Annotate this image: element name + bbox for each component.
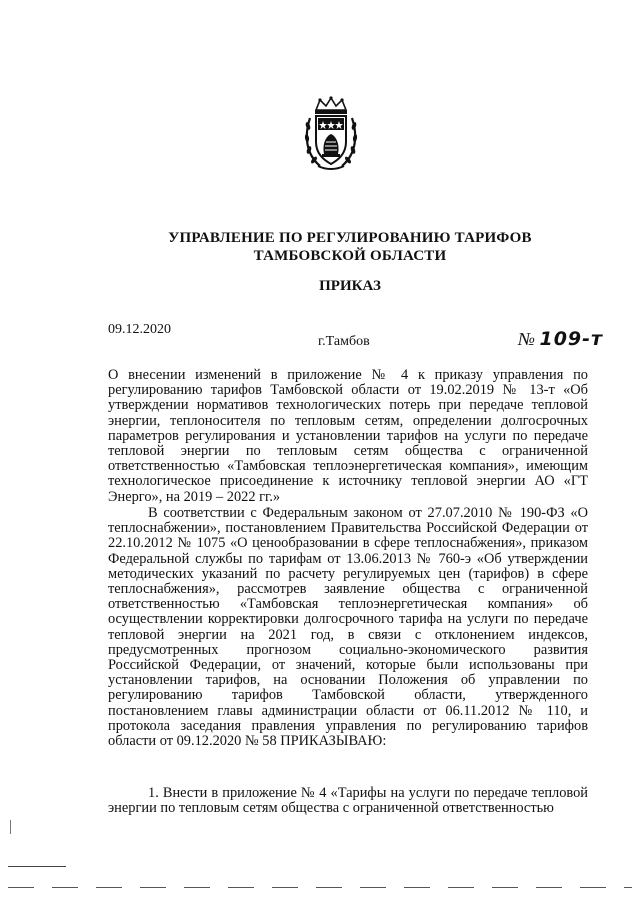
authority-name-line1: УПРАВЛЕНИЕ ПО РЕГУЛИРОВАНИЮ ТАРИФОВ (168, 230, 532, 246)
order-preamble: В соответствии с Федеральным законом от 27.07.2010 № 190-ФЗ «О теплоснабжении», постановлением Правительства Российской Федерации от 22.10.2012 № 1075 «О ценообразовании в сфере теплоснабжения», приказом Федеральной службы по тарифам от 13.06.2013 № 760-э «Об утверждении методических указаний по расчету регулируемых цен (тарифов) в сфере теплоснабжения», рассмотрев заявление общества с ограниченной ответственностью «Тамбовская теплоэнергетическая компания» об осуществлении корректировки долгосрочного тарифа на услуги по передаче тепловой энергии на 2021 год, в связи с отклонением индексов, предусмотренных прогнозом социально-экономического развития Российской Федерации, от значений, которые были использованы при установлении тарифов, на основании Положения об управлении по регулированию тарифов Тамбовской области, утвержденного постановлением главы администрации области от 06.11.2012 № 110, и протокола заседания правления управления по регулированию тарифов области от 09.12.2020 № 58 ПРИКАЗЫВАЮ: (108, 505, 588, 750)
scan-mark (10, 820, 11, 834)
number-prefix: № (518, 329, 535, 349)
coat-of-arms-icon (302, 96, 360, 172)
scan-line-bottom (8, 887, 632, 888)
scan-line-short (8, 866, 66, 867)
document-city: г.Тамбов (318, 334, 370, 349)
order-subject: О внесении изменений в приложение № 4 к приказу управления по регулированию тарифов Тамбовской области от 19.02.2019 № 13-т «Об утверждении нормативов технологических потерь при передаче тепловой энергии, теплоносителя по тепловым сетям, определении долгосрочных параметров регулирования и установлении тарифов на услуги по передаче тепловой энергии по тепловым сетям общества с ограниченной ответственностью «Тамбовская теплоэнергетическая компания», имеющим технологическое присоединение к источнику тепловой энергии АО «ГТ Энерго», на 2019 – 2022 гг.» (108, 367, 588, 505)
order-item-1: 1. Внести в приложение № 4 «Тарифы на услуги по передаче тепловой энергии по тепловым сетям общества с ограниченной ответственностью (108, 785, 588, 817)
document-number (518, 328, 603, 350)
document-type: ПРИКАЗ (319, 278, 381, 294)
handwritten-number: 109-т (539, 328, 604, 350)
document-date: 09.12.2020 (108, 322, 171, 337)
authority-name-line2: ТАМБОВСКОЙ ОБЛАСТИ (253, 248, 447, 264)
